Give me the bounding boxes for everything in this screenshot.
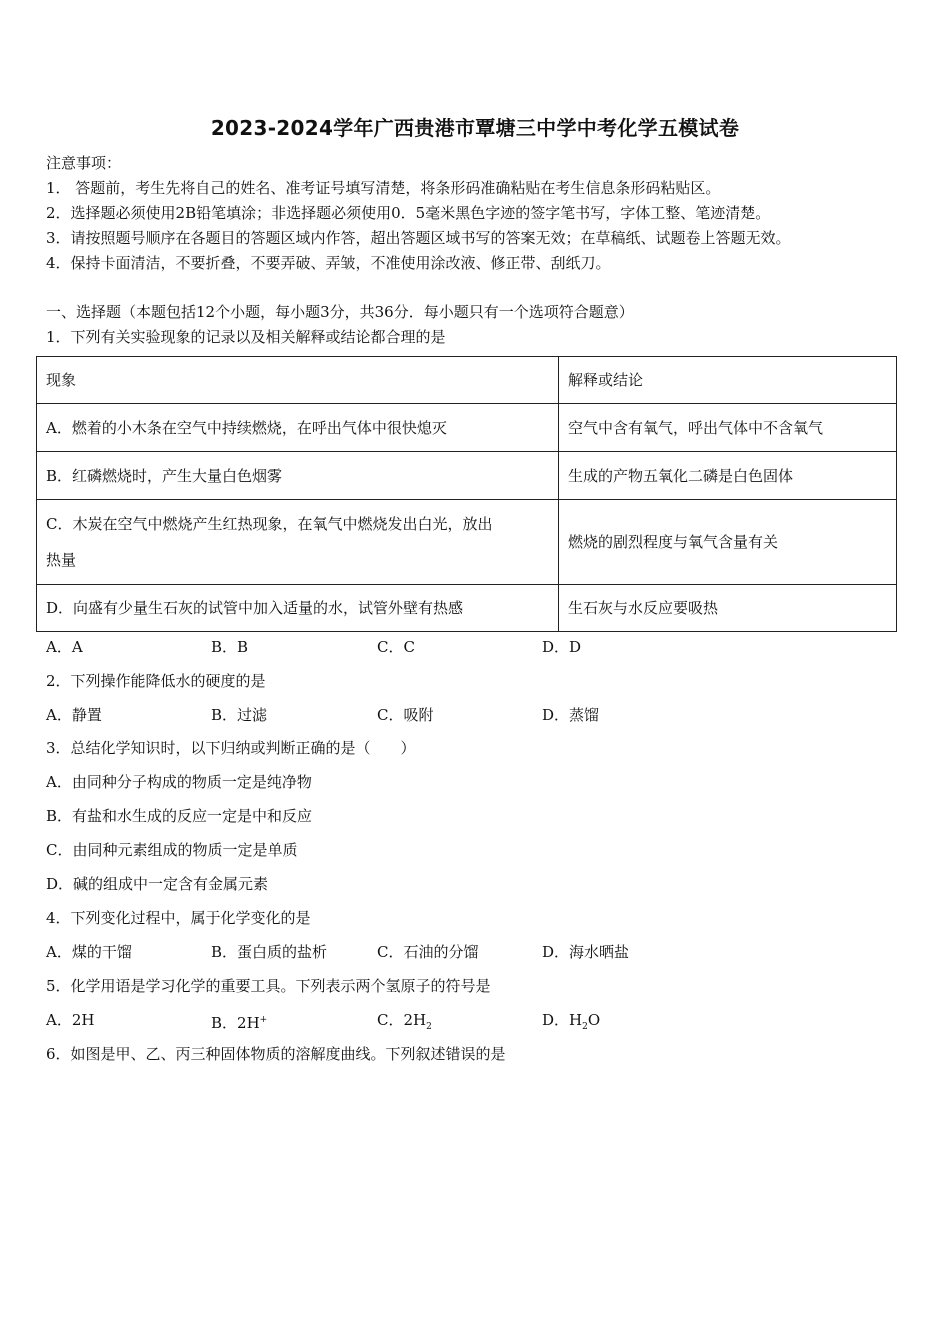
notice-item: 3．请按照题号顺序在各题目的答题区域内作答，超出答题区域书写的答案无效；在草稿纸、试题卷上答题无效。 bbox=[46, 229, 791, 247]
option-c-sub: 2 bbox=[426, 1022, 432, 1032]
notice-item: 2．选择题必须使用2B铅笔填涂；非选择题必须使用0．5毫米黑色字迹的签字笔书写，字体工整、笔迹清楚。 bbox=[46, 204, 771, 222]
table-cell bbox=[37, 500, 559, 585]
question-6-stem: 6．如图是甲、乙、丙三种固体物质的溶解度曲线。下列叙述错误的是 bbox=[46, 1045, 506, 1063]
table-cell: 生成的产物五氧化二磷是白色固体 bbox=[559, 452, 897, 500]
option-c bbox=[377, 1010, 432, 1037]
question-1-table bbox=[36, 356, 897, 632]
table-cell-line: C．木炭在空气中燃烧产生红热现象，在氧气中燃烧发出白光，放出 bbox=[46, 515, 493, 533]
table-header-cell: 解释或结论 bbox=[559, 357, 897, 404]
table-cell: B．红磷燃烧时，产生大量白色烟雾 bbox=[37, 452, 559, 500]
table-row bbox=[37, 585, 897, 632]
question-3-stem: 3．总结化学知识时，以下归纳或判断正确的是（ ） bbox=[46, 739, 416, 757]
option-c: C．石油的分馏 bbox=[377, 943, 479, 961]
option-d-sub: 2 bbox=[582, 1022, 588, 1032]
table-cell: 燃烧的剧烈程度与氧气含量有关 bbox=[559, 500, 897, 585]
option-b: B．蛋白质的盐析 bbox=[211, 943, 328, 961]
notice-item: 1． 答题前，考生先将自己的姓名、准考证号填写清楚，将条形码准确粘贴在考生信息条形码粘贴区。 bbox=[46, 179, 721, 197]
question-5-stem: 5．化学用语是学习化学的重要工具。下列表示两个氢原子的符号是 bbox=[46, 977, 491, 995]
option-c: C．吸附 bbox=[377, 706, 434, 724]
page-title: 2023-2024学年广西贵港市覃塘三中学中考化学五模试卷 bbox=[210, 116, 740, 140]
option-b bbox=[211, 1010, 267, 1033]
option-a: A．A bbox=[46, 638, 83, 656]
question-2-stem: 2．下列操作能降低水的硬度的是 bbox=[46, 672, 266, 690]
table-row bbox=[37, 500, 897, 585]
option-d-suffix: O bbox=[587, 1011, 601, 1029]
option-d: D．碱的组成中一定含有金属元素 bbox=[46, 875, 269, 893]
option-c: C．由同种元素组成的物质一定是单质 bbox=[46, 841, 298, 859]
option-d: D．海水晒盐 bbox=[542, 943, 630, 961]
notice-heading: 注意事项： bbox=[46, 154, 122, 172]
table-header-cell: 现象 bbox=[37, 357, 559, 404]
option-d bbox=[542, 1010, 600, 1037]
option-a: A．由同种分子构成的物质一定是纯净物 bbox=[46, 773, 312, 791]
notice-item: 4．保持卡面清洁，不要折叠，不要弄破、弄皱，不准使用涂改液、修正带、刮纸刀。 bbox=[46, 254, 611, 272]
option-d-prefix: D．H bbox=[542, 1011, 583, 1029]
option-b: B．B bbox=[211, 638, 249, 656]
section-heading: 一、选择题（本题包括12个小题，每小题3分，共36分．每小题只有一个选项符合题意） bbox=[46, 303, 634, 321]
table-cell: 生石灰与水反应要吸热 bbox=[559, 585, 897, 632]
table-cell: D．向盛有少量生石灰的试管中加入适量的水，试管外壁有热感 bbox=[37, 585, 559, 632]
option-b: B．有盐和水生成的反应一定是中和反应 bbox=[46, 807, 313, 825]
table-row bbox=[37, 404, 897, 452]
option-a: A．2H bbox=[46, 1011, 95, 1029]
table-header-row bbox=[37, 357, 897, 404]
option-a: A．静置 bbox=[46, 706, 102, 724]
table-row bbox=[37, 452, 897, 500]
option-a: A．煤的干馏 bbox=[46, 943, 132, 961]
table-cell: 空气中含有氧气，呼出气体中不含氧气 bbox=[559, 404, 897, 452]
question-4-stem: 4．下列变化过程中，属于化学变化的是 bbox=[46, 909, 311, 927]
option-c: C．C bbox=[377, 638, 415, 656]
option-c-text: C．2H bbox=[377, 1011, 427, 1029]
option-b-sup: + bbox=[259, 1015, 268, 1025]
table-cell-line: 热量 bbox=[46, 551, 77, 569]
table-cell: A．燃着的小木条在空气中持续燃烧，在呼出气体中很快熄灭 bbox=[37, 404, 559, 452]
option-d: D．蒸馏 bbox=[542, 706, 600, 724]
option-b-text: B．2H bbox=[211, 1014, 260, 1032]
option-b: B．过滤 bbox=[211, 706, 268, 724]
option-d: D．D bbox=[542, 638, 582, 656]
question-1-stem: 1．下列有关实验现象的记录以及相关解释或结论都合理的是 bbox=[46, 328, 446, 346]
